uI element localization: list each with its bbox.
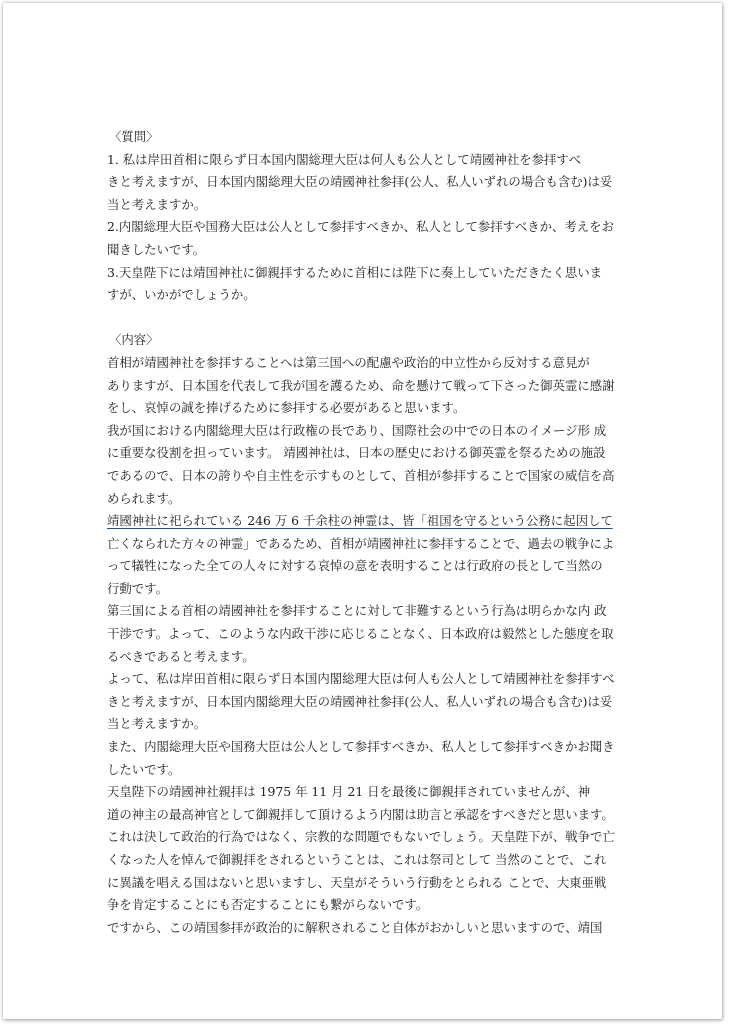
content-line-underlined: 靖國神社に祀られている 246 万 6 千余柱の神霊は、皆「祖国を守るという公務に起因して	[107, 513, 613, 529]
content-line: をし、哀悼の誠を捧げるために参拝する必要があると思います。	[107, 400, 466, 416]
content-line: よって、私は岸田首相に限らず日本国内閣総理大臣は何人も公人として靖國神社を参拝すべ	[107, 671, 615, 687]
content-line: くなった人を悼んで御親拝をされるということは、これは祭司として 当然のことで、これ	[107, 852, 607, 867]
question-line: 2.内閣総理大臣や国務大臣は公人として参拝すべきか、私人として参拝すべきか、考えをお	[107, 219, 614, 235]
content-line: ありますが、日本国を代表して我が国を護るため、命を懸けて戦って下さった御英霊に感謝	[107, 377, 615, 393]
document-page	[3, 3, 722, 1019]
content-line: ですから、この靖国参拝が政治的に解釈されること自体がおかしいと思いますので、靖国	[107, 919, 603, 935]
content-line: 第三国による首相の靖國神社を参拝することに対して非難するという行為は明らかな内 政	[107, 603, 607, 619]
content-line: また、内閣総理大臣や国務大臣は公人として参拝すべきか、私人として参拝すべきかお聞き	[107, 739, 615, 755]
question-line: 当と考えますか。	[107, 196, 207, 212]
content-line: に重要な役割を担っています。 靖國神社は、日本の歴史における御英霊を祭るための施設	[107, 445, 606, 461]
question-line: 聞きしたいです。	[107, 241, 206, 257]
question-heading: 〈質問〉	[109, 129, 159, 144]
content-line: 争を肯定することにも否定することにも繋がらないです。	[107, 897, 429, 913]
content-heading: 〈内容〉	[109, 332, 159, 348]
document-body	[107, 126, 637, 939]
content-line: るべきであると考えます。	[107, 648, 255, 664]
content-line: したいです。	[107, 761, 181, 777]
content-line: きと考えますが、日本国内閣総理大臣の靖國神社参拝(公人、私人いずれの場合も含む)は妥	[107, 693, 613, 709]
content-line: 亡くなられた方々の神霊」であるため、首相が靖國神社に参拝することで、過去の戦争によ	[107, 535, 615, 551]
content-line: に異議を唱える国はないと思いますし、天皇がそういう行動をとられる ことで、大東亜戦	[107, 874, 607, 890]
content-line: 首相が靖國神社を参拝することへは第三国への配慮や政治的中立性から反対する意見が	[107, 354, 590, 370]
question-line: すが、いかがでしょうか。	[107, 287, 256, 303]
content-line: 当と考えますか。	[107, 716, 207, 732]
content-line: 道の神主の最高神官として御親拝して頂けるよう内閣は助言と承認をすべきだと思います。	[107, 806, 614, 822]
question-line: 3.天皇陛下には靖国神社に御親拝するために首相には陛下に奏上していただきたく思いま	[107, 264, 603, 280]
question-line: 1. 私は岸田首相に限らず日本国内閣総理大臣は何人も公人として靖國神社を参拝すべ	[107, 151, 581, 167]
content-line: であるので、日本の誇りや自主性を示すものとして、首相が参拝することで国家の威信を高	[107, 467, 615, 483]
content-line: これは決して政治的行為ではなく、宗教的な問題でもないでしょう。天皇陛下が、戦争で亡	[107, 829, 615, 845]
question-line: きと考えますが、日本国内閣総理大臣の靖國神社参拝(公人、私人いずれの場合も含む)は妥	[107, 174, 613, 190]
content-line: 我が国における内閣総理大臣は行政権の長であり、国際社会の中での日本のイメージ形 成	[107, 422, 607, 438]
content-line: 行動です。	[107, 580, 168, 596]
content-line: 干渉です。よって、このような内政干渉に応じることなく、日本政府は毅然とした態度を取	[107, 626, 614, 642]
content-line: められます。	[107, 490, 181, 506]
content-line: って犠牲になった全ての人々に対する哀悼の意を表明することは行政府の長として当然の	[107, 558, 603, 574]
section-spacer	[107, 307, 637, 330]
content-line: 天皇陛下の靖國神社親拝は 1975 年 11 月 21 日を最後に御親拝されていませんが、神	[107, 784, 591, 800]
